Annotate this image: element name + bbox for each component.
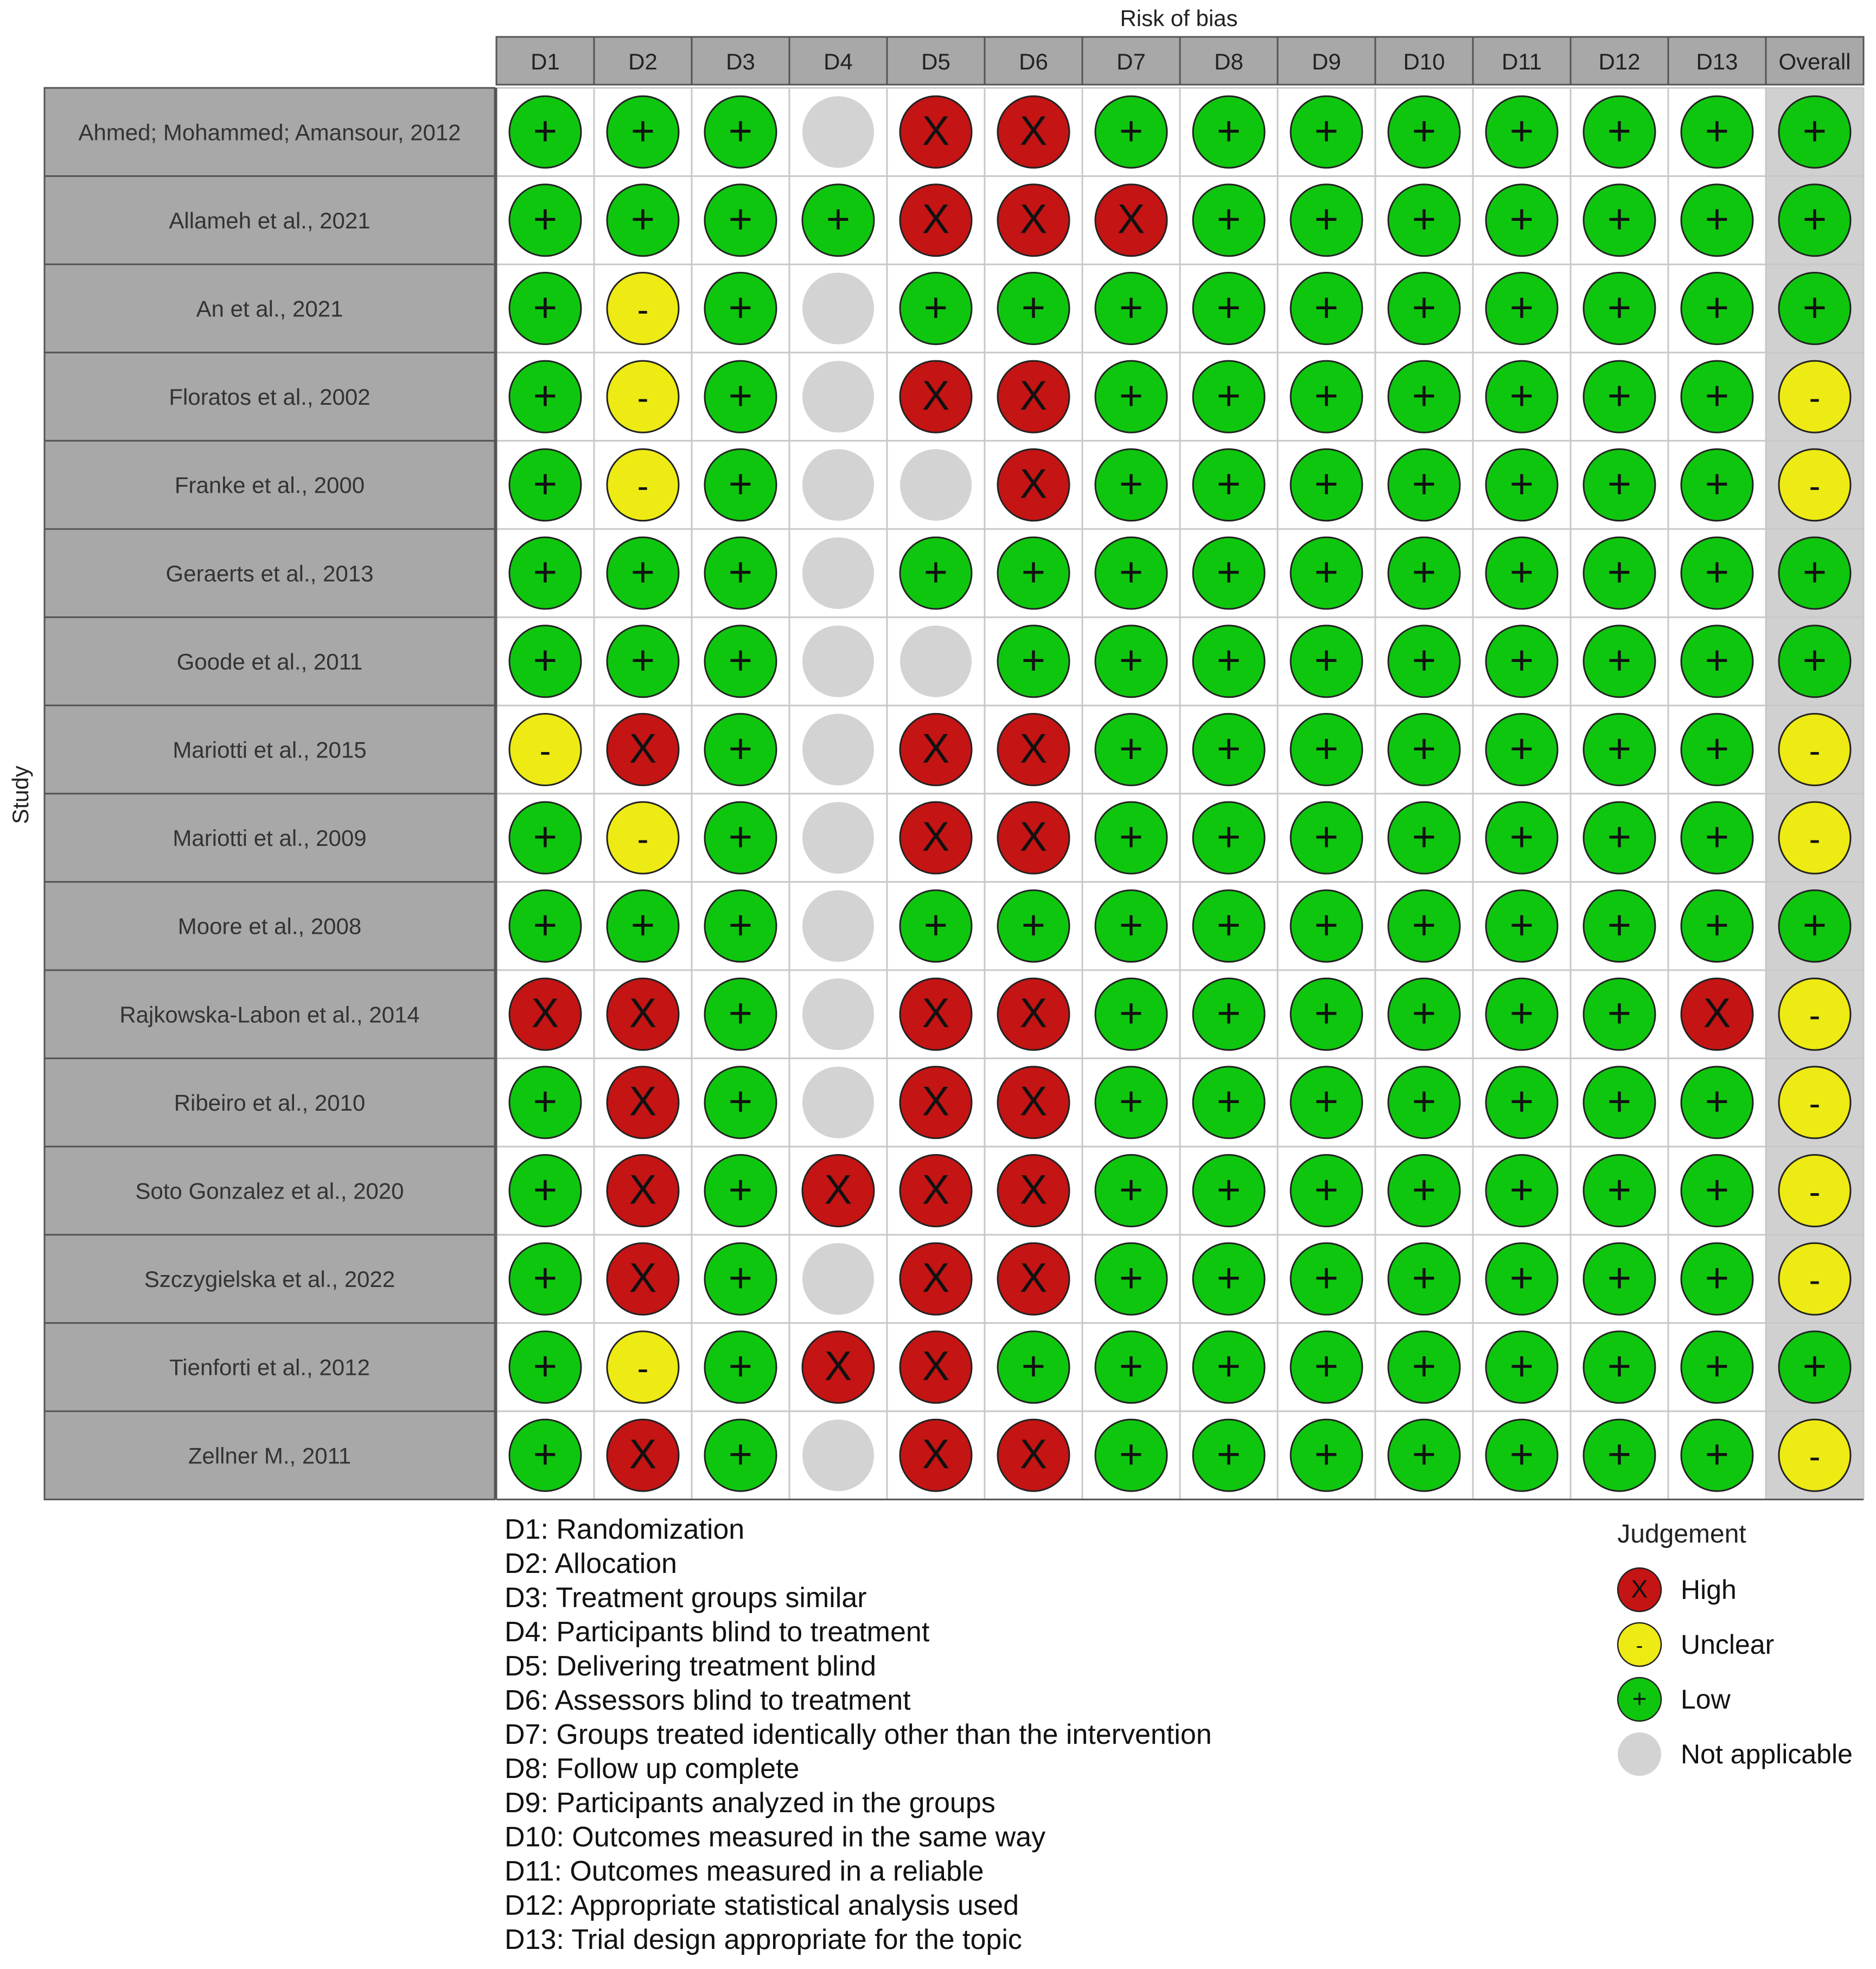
judgement-symbol: +	[533, 902, 558, 948]
judgement-symbol: +	[1412, 1167, 1437, 1213]
study-label: Franke et al., 2000	[174, 472, 365, 498]
judgement-symbol: +	[728, 549, 753, 596]
judgement-symbol: X	[1019, 725, 1048, 772]
judgement-symbol: +	[533, 284, 558, 331]
judgement-symbol: +	[1705, 1254, 1730, 1301]
judgement-symbol: +	[728, 1254, 753, 1301]
judgement-symbol: +	[1314, 813, 1339, 860]
judgement-symbol: +	[1705, 196, 1730, 243]
judgement-symbol: +	[533, 1431, 558, 1478]
judgement-symbol: +	[1314, 1431, 1339, 1478]
judgement-symbol: X	[629, 1078, 657, 1125]
judgement-symbol: +	[1607, 372, 1632, 419]
judgement-symbol: +	[533, 1078, 558, 1125]
judgement-symbol: +	[728, 461, 753, 507]
judgement-symbol: +	[1607, 196, 1632, 243]
domain-description: D6: Assessors blind to treatment	[505, 1685, 911, 1716]
judgement-symbol: +	[1607, 813, 1632, 860]
judgement-symbol: +	[1314, 637, 1339, 684]
judgement-symbol: +	[1509, 461, 1534, 507]
study-label: Ahmed; Mohammed; Amansour, 2012	[78, 119, 461, 145]
judgement-not-applicable	[802, 1067, 874, 1138]
judgement-symbol: +	[826, 196, 851, 243]
legend-label: Unclear	[1681, 1629, 1775, 1660]
judgement-symbol: +	[1607, 1343, 1632, 1390]
judgement-symbol: +	[533, 813, 558, 860]
legend-label: Low	[1681, 1684, 1731, 1715]
judgement-symbol: +	[1216, 1343, 1241, 1390]
judgement-symbol: +	[1509, 549, 1534, 596]
judgement-symbol: +	[1705, 902, 1730, 948]
judgement-symbol: X	[629, 1254, 657, 1301]
judgement-symbol: X	[1019, 813, 1048, 860]
judgement-symbol: +	[1607, 725, 1632, 772]
judgement-symbol: +	[728, 902, 753, 948]
judgement-not-applicable	[802, 96, 874, 168]
judgement-not-applicable	[802, 273, 874, 345]
judgement-symbol: +	[1802, 196, 1827, 243]
domain-description: D4: Participants blind to treatment	[505, 1616, 930, 1648]
judgement-symbol: +	[1509, 902, 1534, 948]
judgement-symbol: X	[824, 1167, 852, 1213]
judgement-symbol: +	[1607, 108, 1632, 155]
judgement-symbol: +	[1412, 1254, 1437, 1301]
judgement-symbol: +	[1509, 108, 1534, 155]
judgement-symbol: +	[1802, 549, 1827, 596]
judgement-symbol: X	[922, 1167, 950, 1213]
judgement-symbol: +	[1509, 990, 1534, 1037]
judgement-symbol: +	[1705, 461, 1730, 507]
judgement-symbol: +	[1705, 813, 1730, 860]
judgement-symbol: +	[1216, 1078, 1241, 1125]
judgement-symbol: +	[728, 725, 753, 772]
column-header-d7: D7	[1116, 49, 1146, 74]
judgement-symbol: +	[1705, 1431, 1730, 1478]
judgement-symbol: +	[728, 284, 753, 331]
judgement-symbol: +	[1509, 284, 1534, 331]
judgement-symbol: +	[1705, 549, 1730, 596]
column-headers	[496, 37, 1864, 85]
study-label: Zellner M., 2011	[188, 1443, 352, 1469]
legend-title: Judgement	[1617, 1520, 1746, 1549]
judgement-symbol: -	[539, 732, 551, 770]
domain-description: D2: Allocation	[505, 1548, 677, 1579]
judgement-symbol: +	[533, 196, 558, 243]
judgement-symbol: -	[637, 467, 649, 506]
judgement-symbol: -	[637, 291, 649, 329]
judgement-symbol: +	[1119, 461, 1144, 507]
judgement-symbol: +	[1119, 1343, 1144, 1390]
judgement-symbol: +	[1509, 1078, 1534, 1125]
judgement-symbol: +	[1119, 813, 1144, 860]
domain-description: D12: Appropriate statistical analysis used	[505, 1890, 1019, 1921]
judgement-symbol: +	[1119, 902, 1144, 948]
judgement-symbol: +	[1216, 461, 1241, 507]
judgement-not-applicable	[802, 449, 874, 521]
judgement-symbol: +	[1509, 637, 1534, 684]
chart-title: Risk of bias	[1120, 5, 1238, 31]
column-header-d4: D4	[824, 49, 853, 74]
judgement-symbol: X	[922, 372, 950, 419]
judgement-symbol: X	[1019, 1254, 1048, 1301]
judgement-symbol: +	[1705, 637, 1730, 684]
judgement-symbol: -	[1809, 732, 1821, 770]
legend-label: High	[1681, 1575, 1737, 1605]
column-header-d11: D11	[1502, 49, 1542, 74]
judgement-symbol: -	[1809, 379, 1821, 417]
domain-description: D7: Groups treated identically other than the intervention	[505, 1719, 1212, 1750]
judgement-symbol: +	[533, 1254, 558, 1301]
judgement-symbol: +	[630, 108, 655, 155]
judgement-symbol: +	[1314, 461, 1339, 507]
judgement-symbol: +	[1119, 1167, 1144, 1213]
judgement-symbol: X	[1703, 990, 1731, 1037]
judgement-symbol: +	[1412, 461, 1437, 507]
study-label: Mariotti et al., 2015	[173, 737, 367, 763]
judgement-symbol: +	[1216, 902, 1241, 948]
judgement-symbol: +	[728, 108, 753, 155]
judgement-symbol: +	[1314, 1078, 1339, 1125]
judgement-symbol: +	[1021, 549, 1046, 596]
column-header-d13: D13	[1696, 49, 1738, 74]
judgement-symbol: X	[922, 1254, 950, 1301]
column-header-d6: D6	[1019, 49, 1048, 74]
judgement-symbol: X	[824, 1343, 852, 1390]
judgement-not-applicable	[900, 449, 972, 521]
judgement-symbol: +	[1802, 108, 1827, 155]
judgement-symbol: +	[1216, 813, 1241, 860]
judgement-symbol: +	[1412, 549, 1437, 596]
judgement-symbol: +	[1705, 1343, 1730, 1390]
judgement-symbol: -	[1809, 1438, 1821, 1476]
judgement-symbol: X	[1019, 1167, 1048, 1213]
judgement-symbol: +	[1314, 1167, 1339, 1213]
judgement-symbol: +	[1021, 1343, 1046, 1390]
judgement-symbol: X	[1019, 108, 1048, 155]
judgement-symbol: +	[1119, 284, 1144, 331]
judgement-not-applicable	[802, 890, 874, 962]
judgement-symbol: +	[630, 196, 655, 243]
judgement-symbol: +	[1314, 372, 1339, 419]
judgement-symbol: X	[922, 108, 950, 155]
judgement-symbol: +	[1119, 1078, 1144, 1125]
judgement-not-applicable	[802, 537, 874, 609]
judgement-symbol: +	[1119, 990, 1144, 1037]
judgement-symbol: +	[1119, 1254, 1144, 1301]
study-label: Floratos et al., 2002	[169, 384, 371, 410]
judgement-symbol: +	[1412, 902, 1437, 948]
judgement-symbol: +	[1216, 725, 1241, 772]
judgement-symbol: -	[1809, 1173, 1821, 1212]
judgement-symbol: +	[1021, 284, 1046, 331]
judgement-symbol: +	[1314, 990, 1339, 1037]
judgement-symbol: +	[1705, 725, 1730, 772]
judgement-symbol: +	[1119, 549, 1144, 596]
judgement-symbol: +	[728, 813, 753, 860]
judgement-symbol: +	[1412, 1431, 1437, 1478]
judgement-symbol: +	[1119, 637, 1144, 684]
judgement-symbol: +	[1216, 1254, 1241, 1301]
judgement-symbol: +	[1412, 725, 1437, 772]
judgement-not-applicable	[900, 626, 972, 697]
judgement-symbol: +	[1705, 1078, 1730, 1125]
judgement-symbol: +	[1216, 372, 1241, 419]
judgement-symbol: +	[1509, 1254, 1534, 1301]
judgement-symbol: +	[1802, 902, 1827, 948]
study-label: Soto Gonzalez et al., 2020	[135, 1178, 404, 1204]
judgement-symbol: X	[922, 813, 950, 860]
judgement-not-applicable	[802, 361, 874, 432]
column-header-d9: D9	[1312, 49, 1341, 74]
judgement-symbol: +	[1607, 637, 1632, 684]
study-label: Goode et al., 2011	[176, 648, 363, 674]
judgement-symbol: +	[1216, 1167, 1241, 1213]
judgement-symbol: +	[923, 902, 948, 948]
judgement-symbol: +	[1509, 372, 1534, 419]
judgement-symbol: +	[1705, 1167, 1730, 1213]
judgement-symbol: +	[533, 549, 558, 596]
judgement-symbol: X	[1019, 461, 1048, 507]
judgement-symbol: -	[1809, 467, 1821, 506]
judgement-not-applicable	[802, 1243, 874, 1315]
judgement-symbol: X	[629, 1167, 657, 1213]
judgement-symbol: +	[1509, 725, 1534, 772]
judgement-symbol: +	[1216, 1431, 1241, 1478]
domain-description: D5: Delivering treatment blind	[505, 1651, 876, 1682]
judgement-symbol: X	[629, 1431, 657, 1478]
judgement-symbol: +	[728, 1078, 753, 1125]
study-label: Szczygielska et al., 2022	[144, 1266, 395, 1292]
judgement-symbol: +	[728, 372, 753, 419]
judgement-symbol: +	[1607, 461, 1632, 507]
judgement-symbol: +	[533, 1167, 558, 1213]
judgement-symbol: X	[922, 990, 950, 1037]
judgement-symbol: +	[1216, 284, 1241, 331]
judgement-symbol: +	[1314, 196, 1339, 243]
judgement-symbol: +	[1314, 725, 1339, 772]
column-header-d1: D1	[531, 49, 560, 74]
judgement-symbol: +	[1119, 725, 1144, 772]
judgement-symbol: +	[1509, 1431, 1534, 1478]
judgement-symbol: -	[637, 379, 649, 417]
judgement-symbol: +	[1509, 813, 1534, 860]
column-header-d2: D2	[628, 49, 658, 74]
domain-description: D3: Treatment groups similar	[505, 1582, 867, 1614]
judgement-symbol: +	[728, 1167, 753, 1213]
judgement-symbol: X	[1117, 196, 1145, 243]
judgement-symbol: +	[1607, 1431, 1632, 1478]
judgement-symbol: +	[1509, 1167, 1534, 1213]
judgement-symbol: -	[637, 1349, 649, 1388]
column-header-d3: D3	[726, 49, 755, 74]
study-label: Allameh et al., 2021	[169, 207, 371, 233]
judgement-symbol: X	[922, 725, 950, 772]
legend-label: Not applicable	[1681, 1739, 1853, 1769]
judgement-symbol: +	[1216, 196, 1241, 243]
judgement-symbol: +	[1509, 196, 1534, 243]
judgement-symbol: +	[1412, 108, 1437, 155]
judgement-symbol: +	[1119, 372, 1144, 419]
judgement-symbol: +	[1802, 284, 1827, 331]
judgement-symbol: +	[728, 1343, 753, 1390]
judgement-symbol: -	[637, 820, 649, 858]
study-label: Rajkowska-Labon et al., 2014	[119, 1002, 420, 1028]
judgement-symbol: +	[923, 549, 948, 596]
judgement-symbol: X	[922, 1343, 950, 1390]
judgement-symbol: +	[533, 461, 558, 507]
domain-description: D11: Outcomes measured in a reliable	[505, 1856, 984, 1887]
judgement-symbol: +	[1412, 284, 1437, 331]
judgement-symbol: +	[1607, 284, 1632, 331]
judgement-symbol: +	[728, 196, 753, 243]
judgement-symbol: X	[531, 990, 559, 1037]
judgement-symbol: X	[1019, 990, 1048, 1037]
judgement-symbol: +	[1314, 902, 1339, 948]
column-header-d10: D10	[1403, 49, 1445, 74]
judgement-symbol: +	[1705, 108, 1730, 155]
study-label: An et al., 2021	[196, 296, 343, 322]
judgement-symbol: +	[728, 990, 753, 1037]
judgement-symbol: +	[630, 549, 655, 596]
judgement-symbol: +	[1119, 108, 1144, 155]
judgement-symbol: +	[1607, 549, 1632, 596]
judgement-symbol: +	[1412, 813, 1437, 860]
study-label: Mariotti et al., 2009	[173, 825, 367, 851]
column-header-d5: D5	[921, 49, 950, 74]
judgement-symbol: +	[1705, 284, 1730, 331]
study-label: Geraerts et al., 2013	[165, 560, 374, 587]
domain-description: D8: Follow up complete	[505, 1753, 800, 1785]
judgement-not-applicable	[802, 626, 874, 697]
judgement-symbol: +	[533, 108, 558, 155]
judgement-symbol: +	[1314, 549, 1339, 596]
judgement-symbol: +	[1802, 1343, 1827, 1390]
judgement-symbol: +	[533, 1343, 558, 1390]
judgement-symbol: +	[630, 637, 655, 684]
judgement-symbol: +	[728, 637, 753, 684]
judgement-symbol: +	[1412, 372, 1437, 419]
judgement-symbol: +	[1216, 990, 1241, 1037]
study-label: Ribeiro et al., 2010	[174, 1089, 366, 1116]
judgement-symbol: -	[1809, 1085, 1821, 1123]
judgement-symbol: +	[1314, 1343, 1339, 1390]
judgement-symbol: -	[1809, 820, 1821, 858]
judgement-symbol: X	[1019, 1078, 1048, 1125]
judgement-symbol: +	[1216, 637, 1241, 684]
judgement-symbol: +	[1802, 637, 1827, 684]
judgement-symbol: +	[923, 284, 948, 331]
row-axis-label: Study	[8, 766, 33, 824]
judgement-symbol: +	[630, 902, 655, 948]
judgement-symbol: +	[1216, 108, 1241, 155]
judgement-symbol: X	[922, 1431, 950, 1478]
judgement-symbol: X	[1019, 196, 1048, 243]
study-label: Tienforti et al., 2012	[169, 1354, 370, 1380]
judgement-not-applicable	[802, 714, 874, 786]
judgement-symbol: +	[1509, 1343, 1534, 1390]
judgement-symbol: +	[1632, 1684, 1647, 1713]
judgement-symbol: X	[922, 1078, 950, 1125]
judgement-symbol: +	[1021, 637, 1046, 684]
judgement-symbol: +	[1412, 637, 1437, 684]
judgement-symbol: X	[1019, 372, 1048, 419]
judgement-symbol: +	[1705, 372, 1730, 419]
judgement-symbol: X	[629, 725, 657, 772]
judgement-symbol: -	[1636, 1634, 1643, 1658]
judgement-symbol: +	[1607, 902, 1632, 948]
domain-description: D13: Trial design appropriate for the topic	[505, 1924, 1022, 1955]
judgement-symbol: +	[1412, 196, 1437, 243]
judgement-symbol: +	[1607, 1254, 1632, 1301]
judgement-not-applicable	[802, 1419, 874, 1491]
study-label: Moore et al., 2008	[177, 913, 362, 939]
domain-description: D10: Outcomes measured in the same way	[505, 1821, 1046, 1853]
judgement-symbol: -	[1809, 1261, 1821, 1299]
judgement-symbol: +	[1314, 284, 1339, 331]
domain-description: D1: Randomization	[505, 1514, 745, 1545]
judgement-symbol: +	[1119, 1431, 1144, 1478]
study-labels	[44, 88, 495, 1500]
judgement-symbol: +	[1314, 108, 1339, 155]
domain-description: D9: Participants analyzed in the groups	[505, 1787, 996, 1819]
judgement-symbol: +	[1021, 902, 1046, 948]
judgement-symbol: X	[1631, 1575, 1648, 1603]
judgement-not-applicable	[1618, 1732, 1661, 1776]
judgement-symbol: +	[1412, 1343, 1437, 1390]
judgement-symbol: +	[533, 372, 558, 419]
judgement-symbol: +	[1412, 1078, 1437, 1125]
judgement-not-applicable	[802, 802, 874, 874]
judgement-symbol: +	[1412, 990, 1437, 1037]
judgement-symbol: +	[728, 1431, 753, 1478]
column-header-d12: D12	[1598, 49, 1641, 74]
table-grid	[496, 88, 1864, 1500]
judgement-symbol: +	[1216, 549, 1241, 596]
column-header-d8: D8	[1214, 49, 1243, 74]
column-header-overall: Overall	[1778, 49, 1851, 74]
judgement-symbol: +	[1314, 1254, 1339, 1301]
judgement-symbol: X	[629, 990, 657, 1037]
judgement-symbol: X	[922, 196, 950, 243]
judgement-not-applicable	[802, 978, 874, 1050]
judgement-symbol: +	[1607, 1078, 1632, 1125]
judgement-symbol: X	[1019, 1431, 1048, 1478]
judgement-symbol: -	[1809, 997, 1821, 1035]
judgement-symbol: +	[1607, 1167, 1632, 1213]
judgement-symbol: +	[533, 637, 558, 684]
judgement-symbol: +	[1607, 990, 1632, 1037]
